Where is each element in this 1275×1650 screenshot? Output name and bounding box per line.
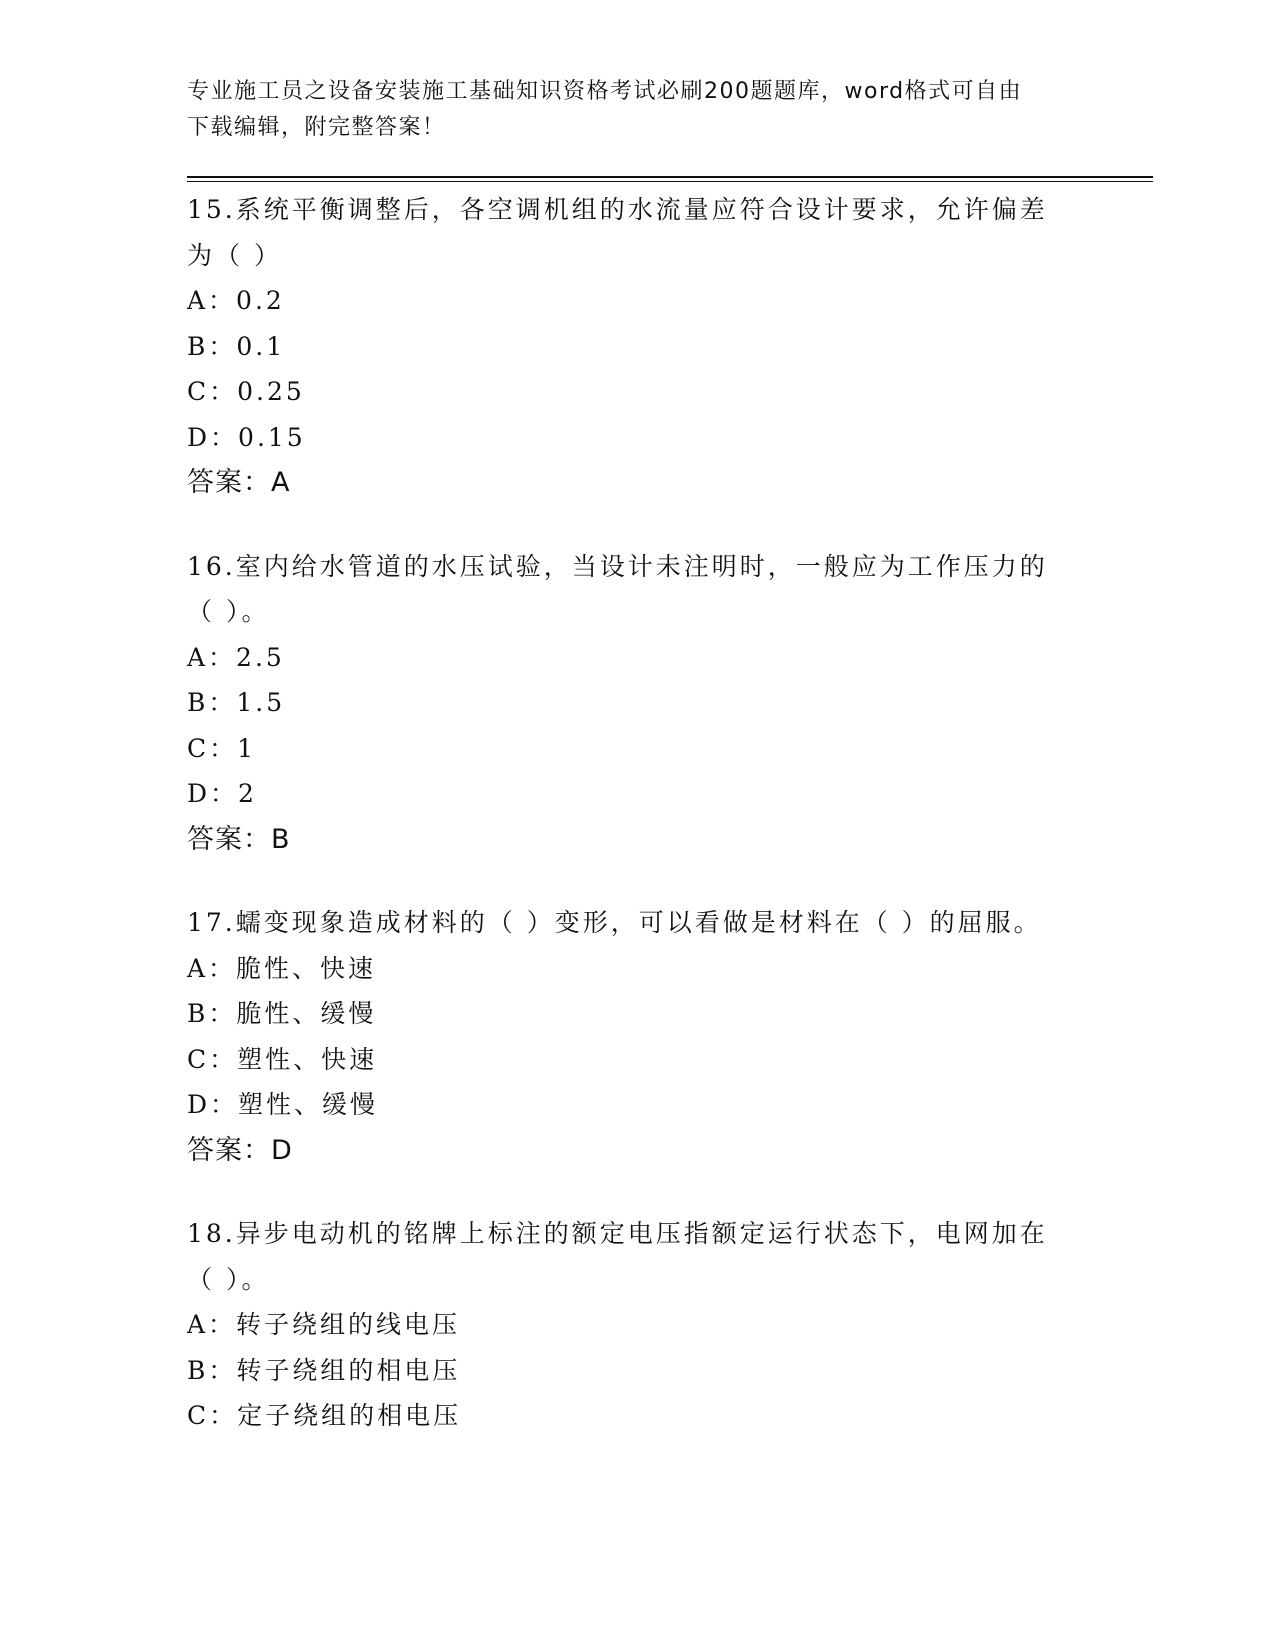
option-a: A：0.2 (187, 286, 285, 315)
option-c: C：塑性、快速 (187, 1044, 378, 1074)
header-divider-thick (187, 176, 1153, 178)
question-18 (187, 1211, 1087, 1439)
question-16 (187, 544, 1087, 863)
question-15 (187, 187, 1087, 506)
question-stem-line-1: 15.系统平衡调整后，各空调机组的水流量应符合设计要求，允许偏差 (187, 195, 1048, 224)
question-17 (187, 900, 1087, 1173)
option-c: C：0.25 (187, 377, 305, 406)
header-title-line-2: 下载编辑，附完整答案！ (187, 115, 446, 140)
answer: 答案：A (187, 467, 291, 498)
answer: 答案：D (187, 1134, 293, 1166)
header-title-line-1: 专业施工员之设备安装施工基础知识资格考试必刷200题题库，word格式可自由 (187, 79, 1023, 104)
option-a: A：2.5 (187, 642, 285, 672)
option-b: B：脆性、缓慢 (187, 999, 377, 1028)
question-list (187, 187, 1087, 1477)
option-c: C：定子绕组的相电压 (187, 1401, 462, 1430)
option-b: B：转子绕组的相电压 (187, 1355, 461, 1385)
option-c: C：1 (187, 733, 257, 763)
question-stem-line-1: 17.蠕变现象造成材料的（ ）变形，可以看做是材料在（ ）的屈服。 (187, 908, 1042, 937)
document-header (187, 74, 1067, 146)
header-divider-thin (187, 181, 1153, 182)
option-a: A：脆性、快速 (187, 953, 377, 983)
option-d: D：2 (187, 779, 257, 808)
question-stem-line-2: （ ）。 (187, 1264, 270, 1294)
question-stem-line-2: 为（ ） (187, 240, 282, 270)
answer: 答案：B (187, 823, 291, 855)
question-stem-line-1: 16.室内给水管道的水压试验，当设计未注明时，一般应为工作压力的 (187, 551, 1048, 581)
option-b: B：0.1 (187, 331, 286, 361)
question-stem-line-1: 18.异步电动机的铭牌上标注的额定电压指额定运行状态下，电网加在 (187, 1219, 1048, 1248)
option-d: D：0.15 (187, 422, 306, 452)
question-stem-line-2: （ ）。 (187, 597, 270, 626)
option-d: D：塑性、缓慢 (187, 1090, 379, 1119)
option-b: B：1.5 (187, 688, 286, 717)
option-a: A：转子绕组的线电压 (187, 1310, 461, 1339)
